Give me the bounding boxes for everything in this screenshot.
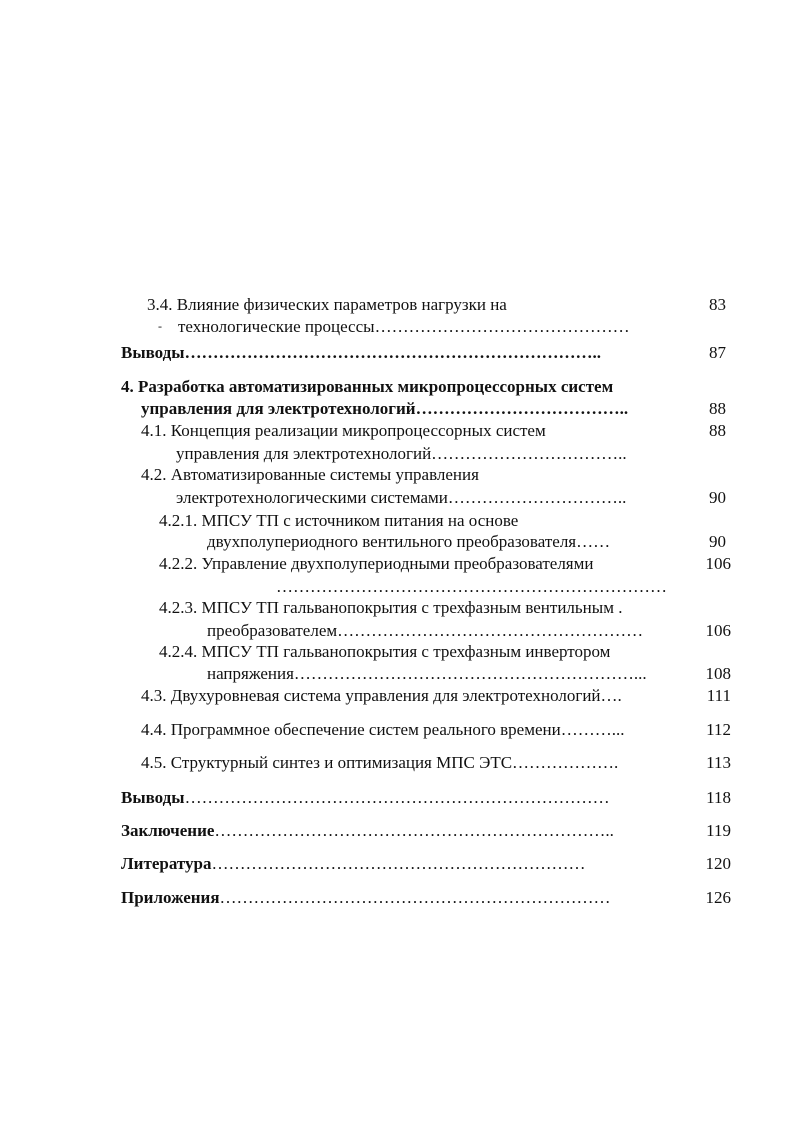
toc-page-number: 112 bbox=[706, 720, 731, 739]
toc-entry-3-4-line1: 3.4. Влияние физических параметров нагрузки на bbox=[147, 295, 507, 314]
toc-entry-conclusions-ch4 bbox=[121, 789, 610, 806]
toc-entry-references bbox=[121, 855, 585, 872]
toc-page-number: 87 bbox=[709, 343, 726, 362]
toc-page-number: 120 bbox=[705, 854, 731, 873]
toc-entry-4-2-1-line2: двухполупериодного вентильного преобразователя…… bbox=[207, 532, 611, 551]
toc-page-number: 113 bbox=[706, 753, 731, 772]
toc-entry-3-4-line2: технологические процессы……………………………………… bbox=[178, 317, 630, 336]
toc-entry-4-3: 4.3. Двухуровневая система управления для электротехнологий…. bbox=[141, 686, 622, 705]
toc-page-number: 90 bbox=[709, 532, 726, 551]
stray-mark: - bbox=[158, 319, 162, 333]
toc-page-number: 83 bbox=[709, 295, 726, 314]
toc-entry-label: Литература bbox=[121, 854, 212, 873]
toc-entry-final-conclusion bbox=[121, 822, 614, 839]
toc-entry-4-5: 4.5. Структурный синтез и оптимизация МПС ЭТС………………. bbox=[141, 753, 619, 772]
toc-page-number: 106 bbox=[705, 621, 731, 640]
toc-entry-4-1-line2: управления для электротехнологий…………………………….. bbox=[176, 444, 627, 463]
toc-leader-dots: ………………………………………………………………… bbox=[184, 788, 610, 807]
toc-page-number: 108 bbox=[705, 664, 731, 683]
toc-page-number: 88 bbox=[709, 421, 726, 440]
toc-page-number: 111 bbox=[706, 686, 731, 705]
toc-entry-4-2-1-line1: 4.2.1. МПСУ ТП с источником питания на основе bbox=[159, 511, 519, 530]
toc-entry-4-2-4-line2: напряжения……………………………………………………... bbox=[207, 664, 647, 683]
toc-entry-4-2-line1: 4.2. Автоматизированные системы управления bbox=[141, 465, 479, 484]
toc-entry-label: Выводы bbox=[121, 788, 185, 807]
toc-entry-4-2-2-line1: 4.2.2. Управление двухполупериодными преобразователями bbox=[159, 554, 594, 573]
toc-entry-conclusions-ch3: Выводы……………………………………………………………….. bbox=[121, 343, 602, 362]
toc-page-number: 118 bbox=[706, 788, 731, 807]
toc-entry-4-2-line2: электротехнологическими системами………………………….. bbox=[176, 488, 627, 507]
toc-entry-4-2-3-line1: 4.2.3. МПСУ ТП гальванопокрытия с трехфазным вентильным . bbox=[159, 598, 623, 617]
toc-entry-4-4: 4.4. Программное обеспечение систем реального времени………... bbox=[141, 720, 625, 739]
toc-entry-4-2-2-line2: …………………………………………………………… bbox=[276, 577, 667, 596]
toc-entry-4-1-line1: 4.1. Концепция реализации микропроцессорных систем bbox=[141, 421, 546, 440]
toc-entry-4-2-4-line1: 4.2.4. МПСУ ТП гальванопокрытия с трехфазным инвертором bbox=[159, 642, 611, 661]
toc-page-number: 126 bbox=[705, 888, 731, 907]
toc-page-number: 88 bbox=[709, 399, 726, 418]
toc-entry-label: Заключение bbox=[121, 821, 215, 840]
toc-page-number: 119 bbox=[706, 821, 731, 840]
toc-page-number: 106 bbox=[705, 554, 731, 573]
toc-chapter-4-line2: управления для электротехнологий……………………………….. bbox=[141, 399, 629, 418]
toc-entry-4-2-3-line2: преобразователем……………………………………………… bbox=[207, 621, 644, 640]
toc-chapter-4-line1: 4. Разработка автоматизированных микропроцессорных систем bbox=[121, 377, 614, 396]
toc-entry-appendices bbox=[121, 889, 611, 906]
toc-entry-label: Приложения bbox=[121, 888, 220, 907]
toc-leader-dots: …………………………………………………………….. bbox=[214, 821, 614, 840]
toc-leader-dots: …………………………………………………………… bbox=[219, 888, 611, 907]
toc-leader-dots: ………………………………………………………… bbox=[211, 854, 586, 873]
toc-page-number: 90 bbox=[709, 488, 726, 507]
